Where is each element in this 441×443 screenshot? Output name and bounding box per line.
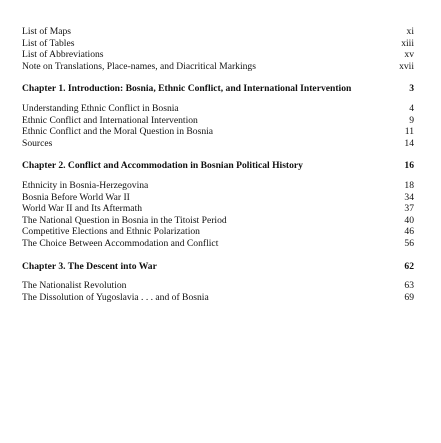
toc-chapter-1 [22,83,414,95]
section-title: Ethnicity in Bosnia-Herzegovina [22,179,149,191]
toc-entry-list-of-tables [22,38,414,50]
section-title: The National Question in Bosnia in the Titoist Period [22,214,227,226]
section-title: Sources [22,137,53,149]
toc-entry-list-of-maps [22,26,414,38]
chapter-page: 62 [404,260,414,272]
toc-section [22,192,414,204]
section-page: 14 [404,137,414,149]
toc-entry-title: List of Tables [22,37,75,49]
section-title: Ethnic Conflict and the Moral Question in Bosnia [22,126,214,138]
section-page: 18 [404,179,414,191]
toc-section [22,126,414,138]
chapter-title: Chapter 2. Conflict and Accommodation in Bosnian Political History [22,160,303,172]
section-page: 34 [404,191,414,203]
section-page: 11 [404,126,414,138]
spacer [22,72,414,83]
spacer [22,272,414,280]
section-title: World War II and Its Aftermath [22,203,143,215]
toc-section [22,203,414,215]
toc-entry-page: xiii [401,37,414,49]
spacer [22,250,414,261]
toc-section [22,238,414,250]
chapter-title: Chapter 1. Introduction: Bosnia, Ethnic Conflict, and International Intervention [22,83,352,95]
toc-entry-note-on-translations [22,61,414,73]
toc-chapter-2 [22,160,414,172]
toc-section [22,292,414,304]
toc-section [22,138,414,150]
section-title: Ethnic Conflict and International Intervention [22,114,198,126]
spacer [22,95,414,103]
spacer [22,172,414,180]
section-page: 37 [404,203,414,215]
toc-section [22,226,414,238]
toc-section [22,180,414,192]
toc-entry-page: xvii [399,60,414,72]
toc-entry-page: xi [406,26,414,37]
toc-section [22,280,414,292]
section-title: Understanding Ethnic Conflict in Bosnia [22,102,179,114]
section-page: 63 [404,280,414,292]
section-page: 40 [404,214,414,226]
section-title: Competitive Elections and Ethnic Polarization [22,226,200,238]
chapter-page: 16 [404,160,414,172]
chapter-page: 3 [409,83,414,95]
section-page: 9 [409,114,414,126]
section-page: 46 [404,226,414,238]
toc-entry-title: Note on Translations, Place-names, and Diacritical Markings [22,60,256,72]
section-title: The Dissolution of Yugoslavia . . . and of Bosnia [22,291,209,303]
toc-section [22,215,414,227]
spacer [22,149,414,160]
section-page: 4 [409,102,414,114]
toc-section [22,103,414,115]
section-title: The Choice Between Accommodation and Conflict [22,237,219,249]
toc-entry-title: List of Maps [22,26,72,37]
section-page: 69 [404,291,414,303]
chapter-title: Chapter 3. The Descent into War [22,260,157,272]
section-title: The Nationalist Revolution [22,280,127,292]
section-page: 56 [404,237,414,249]
toc-entry-title: List of Abbreviations [22,49,104,61]
toc-entry-list-of-abbreviations [22,49,414,61]
toc-chapter-3 [22,261,414,273]
toc-entry-page: xv [404,49,414,61]
section-title: Bosnia Before World War II [22,191,130,203]
toc-section [22,115,414,127]
